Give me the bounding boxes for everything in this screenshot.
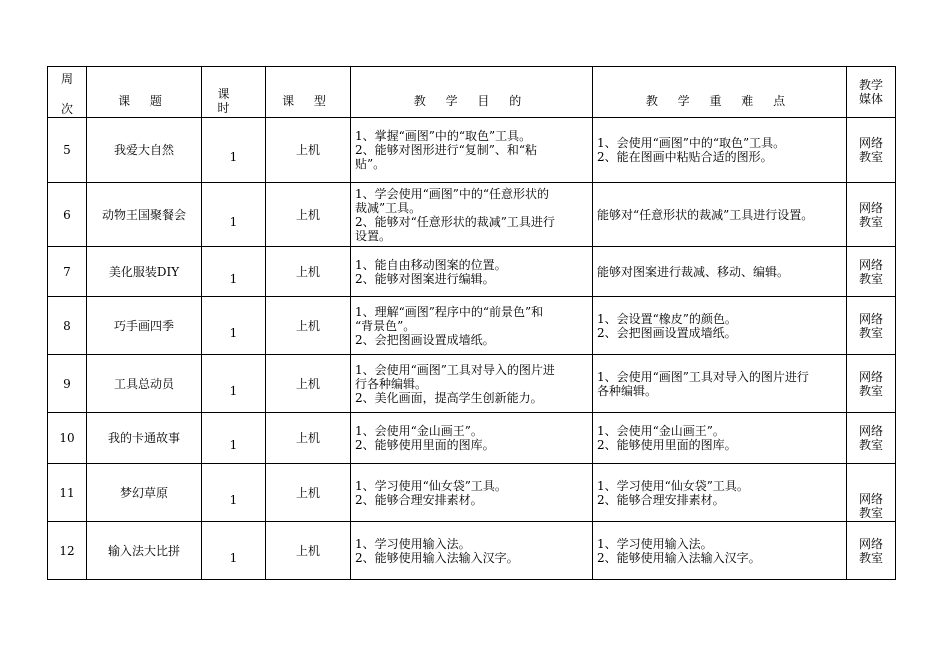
key-point-line: 各种编辑。 [597,383,658,398]
key-point-line: 2、能够使用里面的图库。 [597,438,737,452]
key-point-line: 2、会把图画设置成墙纸。 [597,325,737,340]
header-key-points: 教 学 重 难 点 [593,67,847,118]
goals-cell [351,464,593,522]
media-bottom: 教室 [858,438,883,452]
key-points-cell [593,522,847,580]
type-cell: 上机 [266,247,351,297]
key-points-cell [593,297,847,355]
media-cell [847,522,896,580]
hours-cell: 1 [202,183,266,247]
week-cell: 8 [48,297,87,355]
goals-cell [351,297,593,355]
media-bottom: 教室 [858,150,883,164]
goal-line: 1、学会使用“画图”中的“任意形状的 [355,186,550,201]
goals-cell [351,247,593,297]
hours-cell: 1 [202,297,266,355]
type-cell: 上机 [266,118,351,183]
week-cell: 10 [48,413,87,464]
type-cell: 上机 [266,464,351,522]
media-top: 网络 [858,136,883,150]
table-row [48,118,896,183]
goals-cell [351,355,593,413]
key-points-cell [593,464,847,522]
key-point-line: 1、会使用“金山画王”。 [597,424,725,438]
table-row [48,464,896,522]
header-media-top: 教学 [858,78,883,92]
media-bottom: 教室 [858,214,883,229]
table-row [48,355,896,413]
type-cell: 上机 [266,183,351,247]
goal-line: 2、能够对图形进行“复制”、和“粘 [355,143,538,157]
topic-cell: 我的卡通故事 [87,413,202,464]
goal-line: 1、会使用“金山画王”。 [355,424,483,438]
header-topic: 课 题 [87,67,202,118]
key-point-line: 能够对“任意形状的裁减”工具进行设置。 [597,207,814,222]
header-media-bottom: 媒体 [858,92,883,106]
media-bottom: 教室 [858,506,883,520]
media-bottom: 教室 [858,550,883,565]
goals-cell [351,522,593,580]
media-bottom: 教室 [858,383,883,398]
goal-line: 行各种编辑。 [355,376,428,391]
topic-cell: 梦幻草原 [87,464,202,522]
header-media [847,67,896,118]
media-top: 网络 [858,424,883,438]
media-bottom: 教室 [858,325,883,340]
goals-cell [351,183,593,247]
media-cell [847,413,896,464]
table-row [48,247,896,297]
header-week-bottom: 次 [60,102,73,116]
goal-line: 裁减”工具。 [355,200,422,215]
media-top: 网络 [858,200,883,215]
goals-cell [351,413,593,464]
goal-line: 1、理解“画图”程序中的“前景色”和 [355,304,544,319]
goal-line: 2、能够对图案进行编辑。 [355,271,495,286]
media-cell [847,183,896,247]
goal-line: 1、能自由移动图案的位置。 [355,257,507,272]
week-cell: 7 [48,247,87,297]
media-bottom: 教室 [858,271,883,286]
hours-cell: 1 [202,464,266,522]
key-point-line: 1、会使用“画图”工具对导入的图片进行 [597,369,809,384]
table-row [48,183,896,247]
table-row [48,522,896,580]
key-points-cell [593,355,847,413]
hours-cell: 1 [202,118,266,183]
week-cell: 12 [48,522,87,580]
header-hours: 课 时 [202,67,266,118]
key-point-line: 2、能够合理安排素材。 [597,492,725,507]
key-point-line: 1、学习使用“仙女袋”工具。 [597,478,749,493]
week-cell: 9 [48,355,87,413]
goal-line: 2、美化画面，提高学生创新能力。 [355,390,543,405]
topic-cell: 我爱大自然 [87,118,202,183]
header-goals: 教 学 目 的 [351,67,593,118]
key-point-line: 能够对图案进行裁减、移动、编辑。 [597,264,790,279]
media-cell [847,247,896,297]
goal-line: 2、能够对“任意形状的裁减”工具进行 [355,214,555,229]
key-points-cell [593,118,847,183]
week-cell: 5 [48,118,87,183]
key-point-line: 1、会设置“橡皮”的颜色。 [597,311,737,326]
week-cell: 6 [48,183,87,247]
media-cell [847,118,896,183]
goal-line: 1、掌握“画图”中的“取色”工具。 [355,129,532,143]
header-week [48,67,87,118]
header-row [48,67,896,118]
type-cell: 上机 [266,297,351,355]
key-points-cell [593,183,847,247]
lesson-plan-table [47,66,896,580]
media-top: 网络 [858,311,883,326]
topic-cell: 输入法大比拼 [87,522,202,580]
header-type: 课 型 [266,67,351,118]
media-cell [847,355,896,413]
media-top: 网络 [858,257,883,272]
header-week-top: 周 [60,72,73,86]
goal-line: 2、能够使用里面的图库。 [355,438,495,452]
hours-cell: 1 [202,247,266,297]
table-row [48,297,896,355]
type-cell: 上机 [266,413,351,464]
topic-cell: 工具总动员 [87,355,202,413]
goal-line: 2、能够使用输入法输入汉字。 [355,550,519,565]
media-cell [847,464,896,522]
hours-cell: 1 [202,522,266,580]
key-point-line: 2、能在图画中粘贴合适的图形。 [597,150,773,164]
key-point-line: 2、能够使用输入法输入汉字。 [597,550,761,565]
hours-cell: 1 [202,413,266,464]
goal-line: “背景色”。 [355,318,416,333]
goal-line: 设置。 [355,228,392,243]
goals-cell [351,118,593,183]
key-points-cell [593,413,847,464]
key-point-line: 1、学习使用输入法。 [597,536,713,551]
topic-cell: 巧手画四季 [87,297,202,355]
week-cell: 11 [48,464,87,522]
key-point-line: 1、会使用“画图”中的“取色”工具。 [597,136,786,150]
goal-line: 2、会把图画设置成墙纸。 [355,332,495,347]
media-cell [847,297,896,355]
type-cell: 上机 [266,355,351,413]
goal-line: 贴”。 [355,157,386,171]
media-top: 网络 [858,536,883,551]
table-row [48,413,896,464]
topic-cell: 动物王国聚餐会 [87,183,202,247]
goal-line: 1、学习使用输入法。 [355,536,471,551]
media-top: 网络 [858,492,883,506]
topic-cell: 美化服装DIY [87,247,202,297]
type-cell: 上机 [266,522,351,580]
goal-line: 2、能够合理安排素材。 [355,492,483,507]
media-top: 网络 [858,369,883,384]
hours-cell: 1 [202,355,266,413]
goal-line: 1、学习使用“仙女袋”工具。 [355,478,507,493]
goal-line: 1、会使用“画图”工具对导入的图片进 [355,362,555,377]
key-points-cell [593,247,847,297]
